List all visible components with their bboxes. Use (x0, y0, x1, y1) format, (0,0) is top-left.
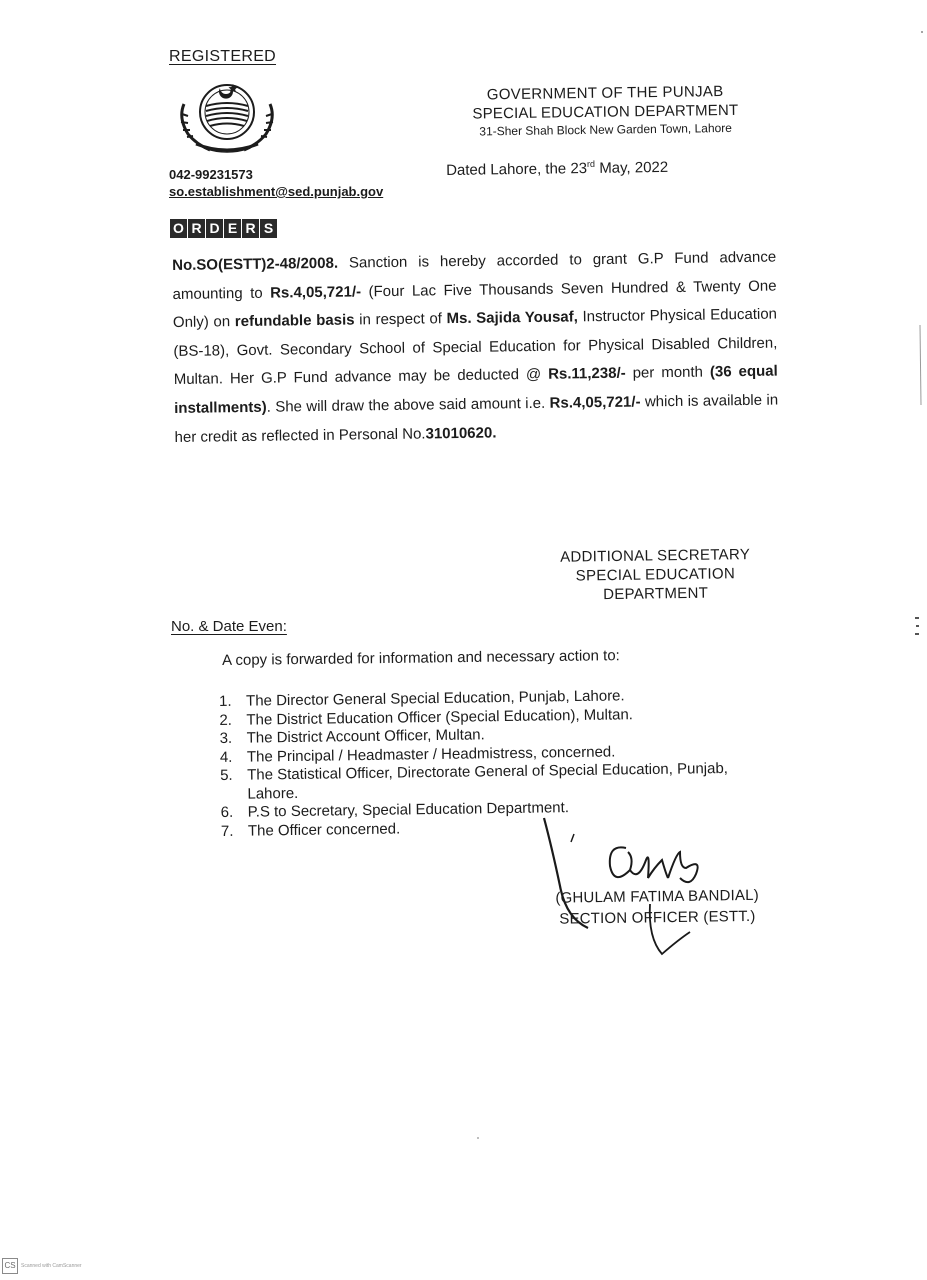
signatory-title: ADDITIONAL SECRETARY (560, 546, 751, 566)
orders-letter: S (260, 219, 277, 238)
list-number: 1. (219, 692, 232, 710)
signatory-department-2: DEPARTMENT (603, 584, 709, 604)
order-segment: (36 equal installments) (174, 362, 778, 417)
officer-designation: SECTION OFFICER (ESTT.) (559, 907, 756, 928)
header-government: GOVERNMENT OF THE PUNJAB (486, 83, 724, 104)
order-segment: No.SO(ESTT)2-48/2008. (172, 254, 339, 274)
department-header (440, 81, 771, 141)
list-text: P.S to Secretary, Special Education Department. (247, 799, 570, 821)
date-line (446, 158, 668, 179)
email-address: so.establishment@sed.punjab.gov (169, 184, 384, 199)
order-segment: per month (625, 363, 711, 383)
scanner-watermark (2, 1258, 82, 1274)
list-text: The Director General Special Education, Punjab, Lahore. (245, 687, 625, 710)
orders-letter: O (170, 219, 187, 238)
order-segment: Rs.4,05,721/- (549, 393, 641, 412)
signatory-block (540, 545, 771, 605)
order-segment: refundable basis (234, 311, 355, 331)
order-segment: 31010620. (425, 424, 497, 443)
order-segment: Sanction is hereby accorded to grant G.P Fund advance amounting to (172, 248, 777, 303)
header-department: SPECIAL EDUCATION DEPARTMENT (472, 101, 739, 123)
order-segment: (Four Lac Five Thousands Seven Hundred & Twenty One Only) on (172, 277, 777, 332)
list-number: 3. (219, 729, 233, 747)
order-segment: Instructor Physical Education (BS-18), Govt. Secondary School of Special Education for Physical Disabled Children, Multan. Her G.P Fund advance may be deducted @ (173, 305, 778, 389)
list-number: 6. (220, 803, 234, 821)
scanner-watermark-text: Scanned with CamScanner (21, 1263, 82, 1269)
orders-letter: R (188, 219, 205, 238)
orders-heading (170, 219, 277, 238)
order-segment: in respect of (354, 310, 447, 329)
date-superscript: rd (586, 158, 596, 170)
orders-letter: D (206, 219, 223, 238)
camscanner-logo-icon: CS (2, 1258, 18, 1274)
punjab-government-emblem (170, 74, 284, 160)
list-text: The District Education Officer (Special Education), Multan. (246, 705, 634, 729)
order-segment: Rs.11,238/- (548, 365, 626, 384)
list-text: The Principal / Headmaster / Headmistress, concerned. (246, 742, 616, 766)
order-segment: Ms. Sajida Yousaf, (446, 308, 579, 328)
list-number: 4. (219, 748, 233, 766)
signatory-department: SPECIAL EDUCATION (575, 565, 736, 585)
date-prefix: Dated Lahore, the 23 (446, 160, 588, 179)
list-number: 2. (219, 711, 233, 729)
phone-number: 042-99231573 (169, 167, 253, 182)
orders-letter: E (224, 219, 241, 238)
officer-name: (GHULAM FATIMA BANDIAL) (555, 886, 760, 907)
order-segment: which is available in her credit as reflected in Personal No. (174, 391, 779, 446)
date-suffix: May, 2022 (594, 158, 669, 177)
section-officer-block (532, 885, 783, 930)
no-date-even: No. & Date Even: (171, 618, 287, 635)
contact-block (169, 166, 383, 200)
list-number: 7. (220, 822, 234, 840)
list-text: The District Account Officer, Multan. (246, 726, 485, 747)
registered-label: REGISTERED (169, 48, 277, 65)
list-number: 5. (220, 766, 233, 784)
order-segment: Rs.4,05,721/- (270, 282, 362, 302)
orders-letter: R (242, 219, 259, 238)
copy-forward-intro: A copy is forwarded for information and necessary action to: (222, 647, 620, 669)
list-text: The Statistical Officer, Directorate General of Special Education, Punjab, Lahore. (247, 759, 729, 803)
list-text: The Officer concerned. (247, 819, 401, 840)
header-address: 31-Sher Shah Block New Garden Town, Lahore (479, 120, 733, 139)
order-paragraph (172, 244, 779, 453)
order-segment: . She will draw the above said amount i.e. (266, 394, 550, 416)
